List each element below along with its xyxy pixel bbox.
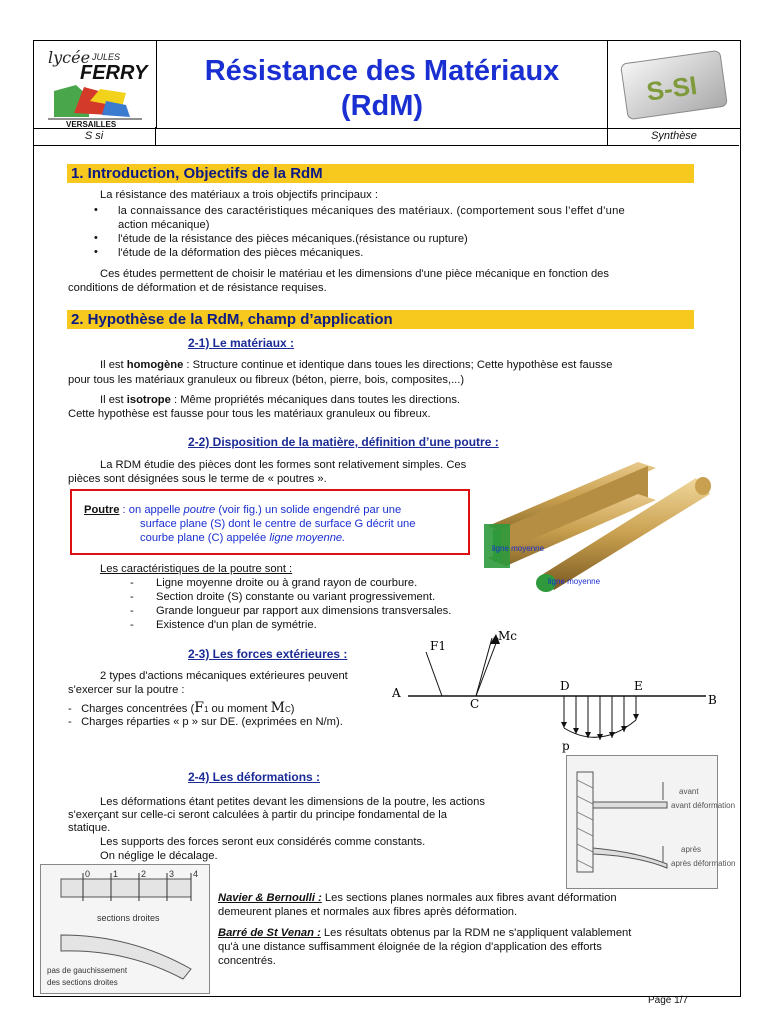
logo-city: VERSAILLES: [66, 120, 117, 129]
char-3: Grande longueur par rapport aux dimensions transversales.: [156, 605, 452, 617]
label-mc: Mc: [498, 629, 518, 643]
bullet-icon: •: [94, 232, 98, 244]
sect-num-2: 2: [141, 869, 147, 879]
navier-bernoulli: Navier & Bernoulli : Les sections planes normales aux fibres avant déformation: [218, 892, 617, 904]
barre-st-venan-l2: qu'à une distance suffisamment éloignée de la région d'application des efforts: [218, 941, 602, 953]
beam-figure: [478, 460, 718, 600]
poutre-definition-box: [70, 489, 470, 555]
section-1-title: 1. Introduction, Objectifs de la RdM: [71, 165, 323, 182]
svg-text:après: après: [681, 845, 702, 854]
sect-num-1: 1: [113, 869, 119, 879]
doc-title-line1: Résistance des Matériaux: [204, 55, 560, 87]
ssi-badge-text: S-SI: [644, 69, 699, 107]
section-1-bar: [67, 164, 694, 183]
s1-para-l2: conditions de déformation et de résistance requises.: [68, 282, 327, 294]
s1-bullet-1b: action mécanique): [118, 219, 210, 231]
s23-title: 2-3) Les forces extérieures :: [188, 647, 348, 661]
s23-b1: - Charges concentrées (F1 ou moment MC): [68, 700, 295, 716]
s1-bullet-1: la connaissance des caractéristiques mécaniques des matériaux. (comportement sous l’effet d’une: [118, 205, 625, 217]
s23-b2: - Charges réparties « p » sur DE. (exprimées en N/m).: [68, 716, 343, 728]
s21-p2: Il est isotrope : Même propriétés mécaniques dans toutes les directions.: [100, 394, 461, 406]
s22-l2: pièces sont désignées sous le terme de « poutres ».: [68, 473, 327, 485]
sect-num-3: 3: [169, 869, 175, 879]
section-2-bar: [67, 310, 694, 329]
label-c: C: [470, 697, 480, 711]
dash: -: [130, 605, 134, 617]
s1-bullet-3: l'étude de la déformation des pièces mécaniques.: [118, 247, 364, 259]
svg-text:avant: avant: [679, 787, 699, 796]
s21-p2-l2: Cette hypothèse est fausse pour tous les matériaux granuleux ou fibreux.: [68, 408, 431, 420]
svg-text:des sections droites: des sections droites: [47, 978, 118, 987]
label-f1: F1: [430, 639, 446, 653]
s21-title: 2-1) Le matériaux :: [188, 336, 295, 350]
s24-l4: Les supports des forces seront eux considérés comme constants.: [100, 836, 426, 848]
s22-title: 2-2) Disposition de la matière, définition d’une poutre :: [188, 435, 499, 449]
def-after: après déformation: [671, 859, 736, 868]
logo-cursive: lycée: [48, 48, 91, 67]
deformation-figure: [566, 755, 736, 889]
s21-p1-l2: pour tous les matériaux granuleux ou fibreux (béton, pierre, bois, composites,...): [68, 374, 465, 386]
s24-l3: statique.: [68, 822, 111, 834]
navier-bernoulli-l2: demeurent planes et normales aux fibres après déformation.: [218, 906, 518, 918]
barre-st-venan-l3: concentrés.: [218, 955, 276, 967]
beam-label-2: ligne moyenne: [548, 577, 601, 586]
svg-text:pas de gauchissement: pas de gauchissement: [47, 966, 128, 975]
sections-figure: [40, 864, 210, 994]
doc-title-line2: (RdM): [340, 90, 424, 122]
dash: -: [130, 591, 134, 603]
sect-label: sections droites: [97, 913, 160, 923]
s24-l2: s'exerçant sur celle-ci seront calculées à partir du principe fondamental de la: [68, 809, 447, 821]
s24-l1: Les déformations étant petites devant les dimensions de la poutre, les actions: [100, 796, 485, 808]
chars-title: Les caractéristiques de la poutre sont :: [100, 563, 293, 575]
s1-intro: La résistance des matériaux a trois objectifs principaux :: [100, 189, 378, 201]
barre-st-venan: Barré de St Venan : Les résultats obtenus par la RDM ne s'appliquent valablement: [218, 927, 632, 939]
s21-p1: Il est homogène : Structure continue et identique dans toues les directions; Cette hypothèse est fausse: [100, 359, 613, 371]
label-p: p: [562, 739, 570, 753]
bullet-icon: •: [94, 246, 98, 258]
sect-num-4: 4: [193, 869, 199, 879]
dash: -: [130, 619, 134, 631]
s24-l5: On néglige le décalage.: [100, 850, 218, 862]
forces-figure: [386, 622, 726, 762]
beam-label-1: ligne moyenne: [492, 544, 545, 553]
char-4: Existence d'un plan de symétrie.: [156, 619, 317, 631]
sect-num-0: 0: [85, 869, 91, 879]
section-2-title: 2. Hypothèse de la RdM, champ d’application: [71, 311, 393, 328]
bullet-icon: •: [94, 204, 98, 216]
left-cell: S si: [33, 127, 156, 145]
s23-l1: 2 types d'actions mécaniques extérieures peuvent: [100, 670, 348, 682]
logo-name: FERRY: [80, 62, 148, 84]
page-number: Page 1/7: [648, 995, 689, 1006]
s1-bullet-2: l'étude de la résistance des pièces mécaniques.(résistance ou rupture): [118, 233, 468, 245]
label-a: A: [392, 686, 401, 700]
char-1: Ligne moyenne droite ou à grand rayon de courbure.: [156, 577, 418, 589]
logo-top: JULES: [92, 52, 121, 62]
s22-l1: La RDM étudie des pièces dont les formes sont relativement simples. Ces: [100, 459, 467, 471]
right-cell: Synthèse: [607, 127, 740, 145]
label-d: D: [560, 679, 570, 693]
dash: -: [130, 577, 134, 589]
label-e: E: [634, 679, 643, 693]
def-before: avant déformation: [671, 801, 736, 810]
s1-para-l1: Ces études permettent de choisir le matériau et les dimensions d'une pièce mécanique en fonction des: [100, 268, 609, 280]
s23-l2: s'exercer sur la poutre :: [68, 684, 185, 696]
char-2: Section droite (S) constante ou variant progressivement.: [156, 591, 436, 603]
poutre-definition: Poutre : on appelle poutre (voir fig.) un solide engendré par une surface plane (S) dont le centre de surface G décrit une courbe plane (C) appelée ligne moyenne.: [84, 504, 416, 544]
label-b: B: [708, 693, 717, 707]
s24-title: 2-4) Les déformations :: [188, 770, 321, 784]
